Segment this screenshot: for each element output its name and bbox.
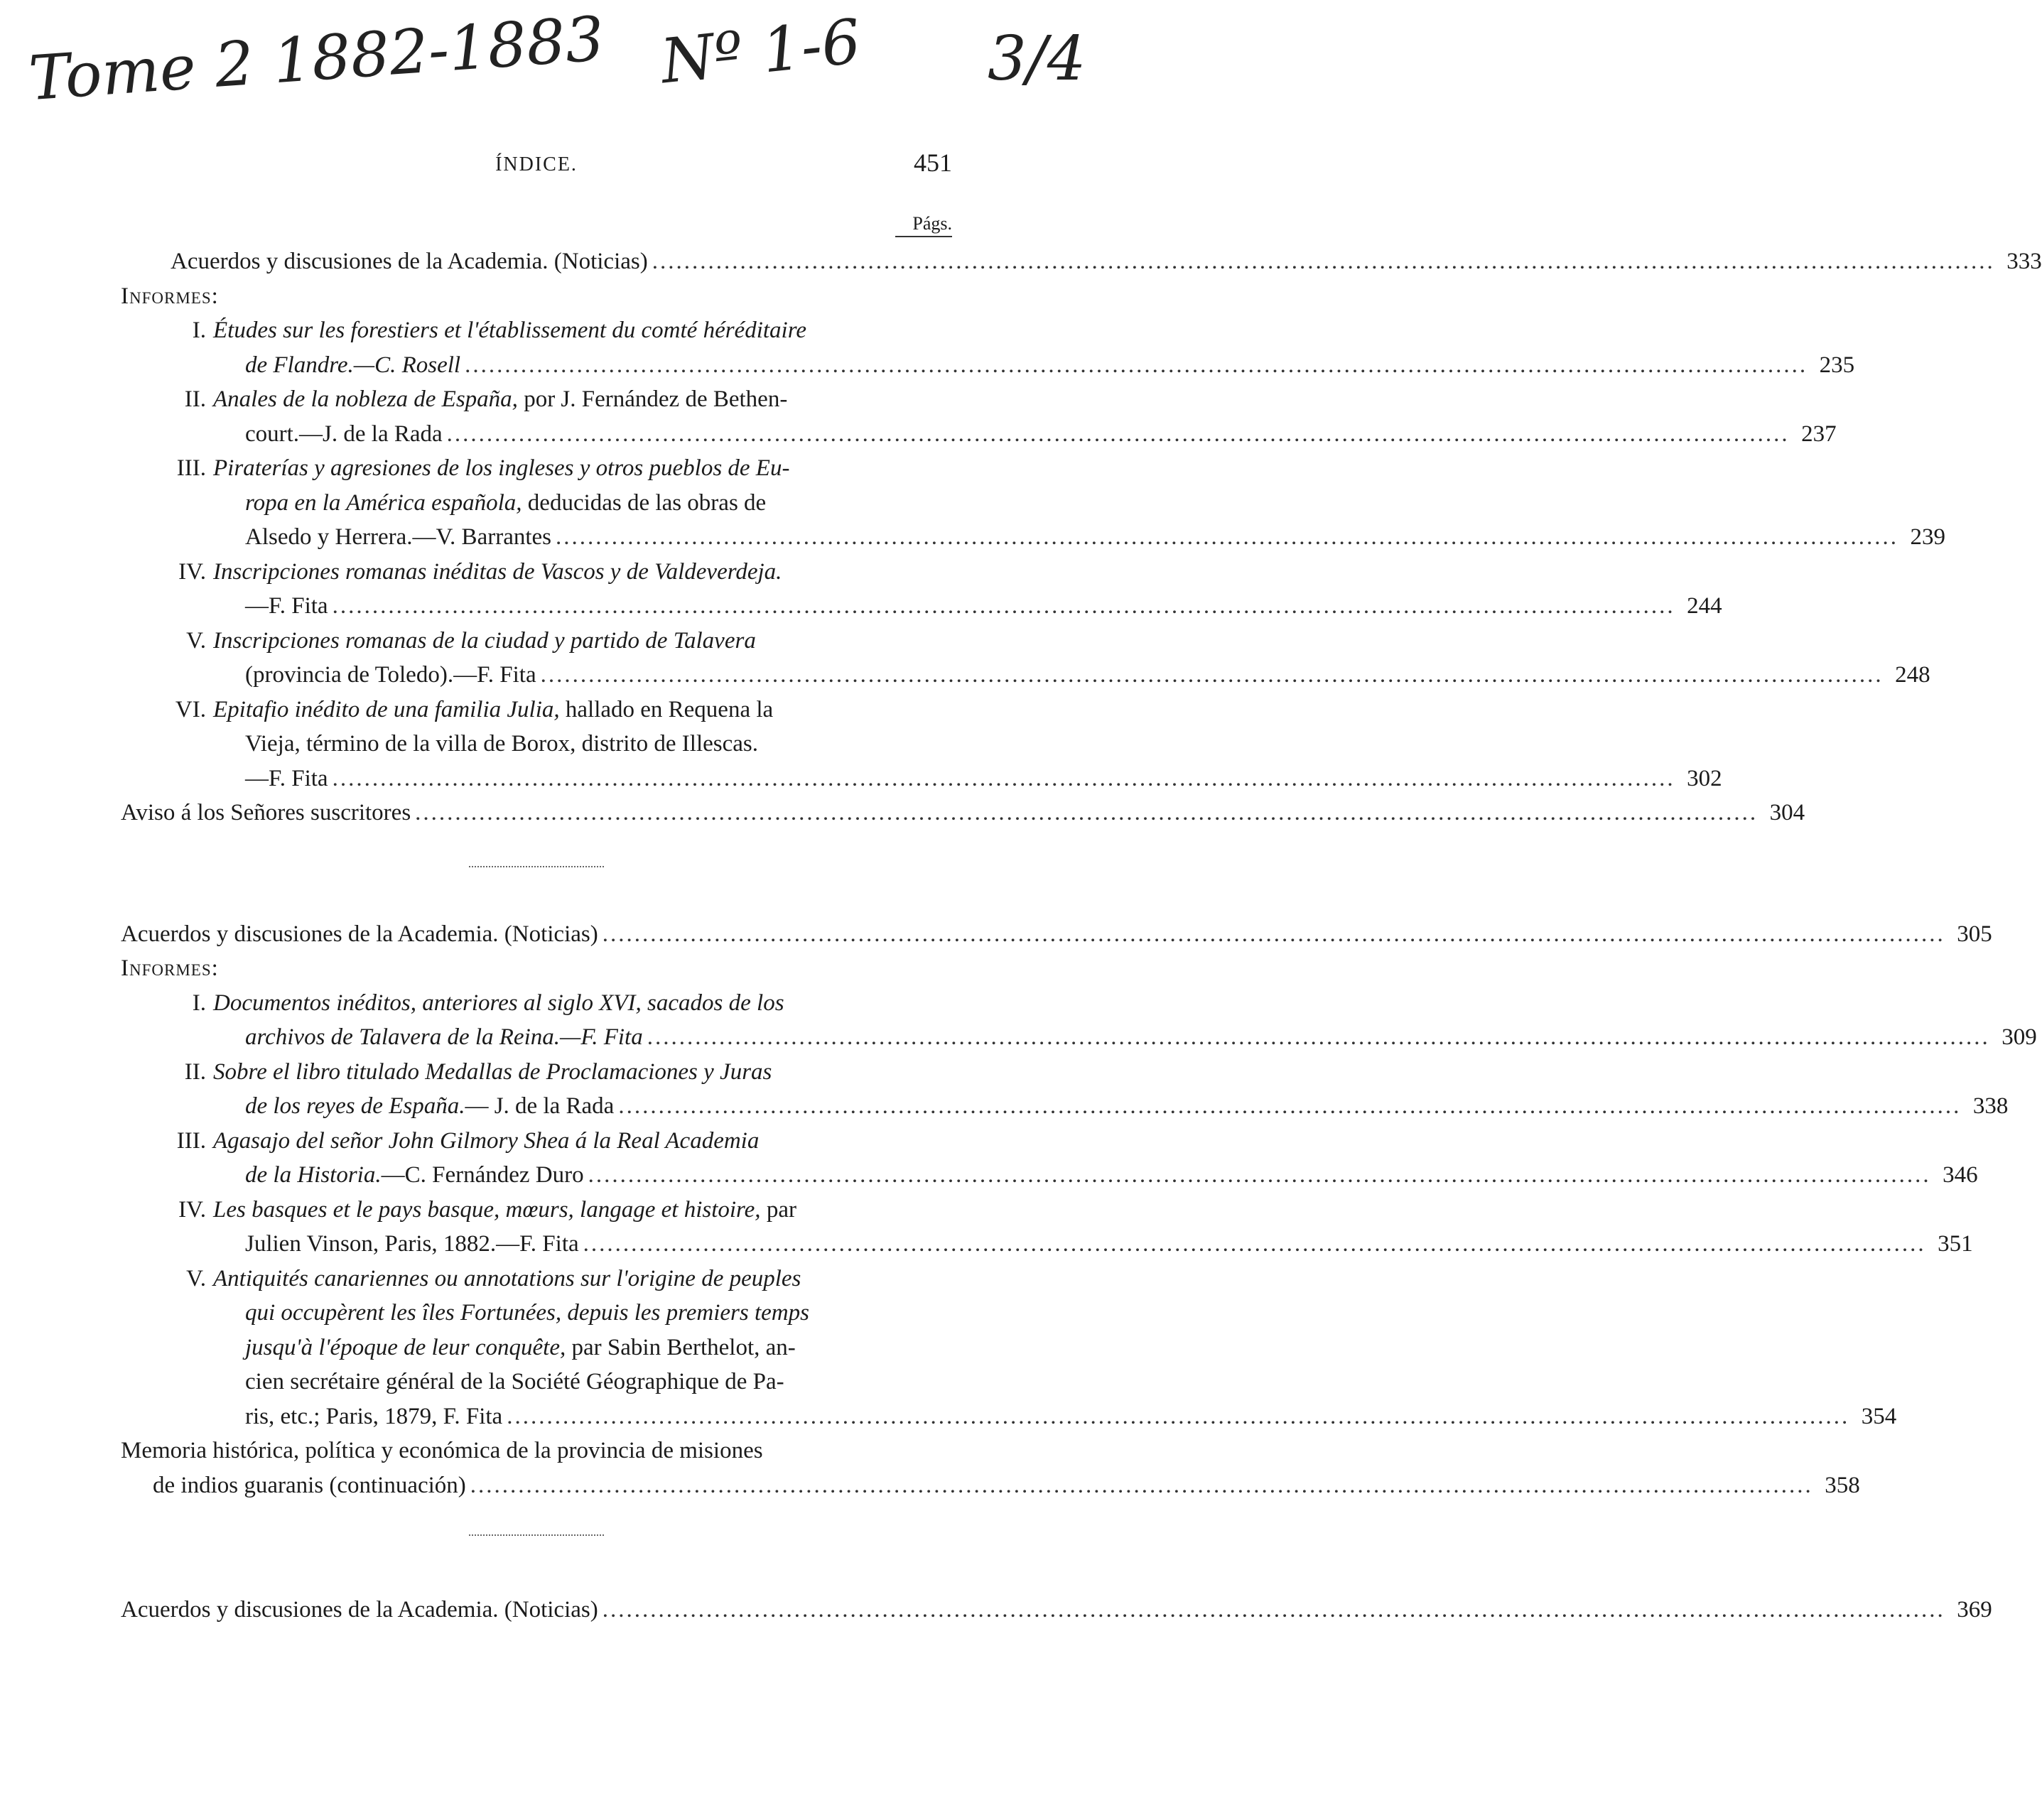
entry-line: qui occupèrent les îles Fortunées, depuis les premiers temps [245, 1300, 809, 1326]
toc-entry [121, 917, 1992, 952]
entry-page: 354 [1861, 1403, 1897, 1429]
toc-entry [121, 1262, 1897, 1434]
leader-dots [652, 244, 1995, 279]
entry-line: archivos de Talavera de la Reina.—F. Fita [245, 1024, 643, 1050]
entry-page: 302 [1687, 765, 1722, 791]
entry-page: 244 [1687, 593, 1722, 619]
entry-line: cien secrétaire général de la Société Géographique de Pa- [245, 1369, 784, 1394]
entry-line: —F. Fita [245, 765, 328, 791]
entry-line: Julien Vinson, Paris, 1882.—F. Fita [245, 1231, 579, 1257]
running-head [121, 142, 952, 185]
section-divider [469, 1534, 604, 1536]
entry-line: Sobre el libro titulado Medallas de Proclamaciones y Juras [213, 1058, 772, 1085]
entry-numeral: I. [192, 990, 206, 1016]
section-3 [121, 1593, 1992, 1627]
entry-page: 237 [1801, 421, 1837, 447]
entry-line: de indios guaranis (continuación) [153, 1472, 466, 1498]
entry-line: Études sur les forestiers et l'établissement du comté héréditaire [213, 318, 806, 343]
entry-line: hallado en Requena la [559, 696, 774, 722]
entry-line: de la Historia. [245, 1162, 382, 1188]
entry-page: 248 [1895, 662, 1930, 688]
entry-page: 305 [1957, 921, 1992, 947]
entry-line: de Flandre.—C. Rosell [245, 352, 461, 378]
entry-line: Anales de la nobleza de España, [213, 386, 518, 412]
toc-entry [121, 1434, 1860, 1502]
entry-numeral: V. [186, 627, 206, 654]
entry-line: Piraterías y agresiones de los ingleses y otros pueblos de Eu- [213, 455, 790, 481]
toc-entry [121, 382, 1837, 451]
entry-numeral: III. [176, 455, 206, 481]
entry-title: Aviso á los Señores suscritores [121, 800, 411, 825]
entry-numeral: II. [184, 386, 206, 412]
entry-line: court.—J. de la Rada [245, 421, 443, 447]
pags-label: Págs. [895, 213, 952, 237]
toc-entry [121, 986, 2037, 1055]
entry-line: Inscripciones romanas inéditas de Vascos y de Valdeverdeja. [213, 558, 782, 585]
section-1 [121, 244, 2042, 830]
entry-line: —F. Fita [245, 593, 328, 619]
handwritten-number-note: Nº 1-6 [657, 6, 864, 98]
entry-line: —C. Fernández Duro [381, 1162, 584, 1188]
toc-entry [121, 1193, 1973, 1262]
entry-page: 239 [1910, 524, 1945, 550]
entry-page: 346 [1943, 1162, 1978, 1188]
entry-numeral: IV. [178, 558, 206, 585]
entry-line: por J. Fernández de Bethen- [517, 386, 788, 412]
section-divider [469, 866, 604, 867]
entry-numeral: I. [192, 318, 206, 343]
entry-numeral: IV. [178, 1196, 206, 1223]
toc-entry [121, 555, 1722, 624]
entry-line: — J. de la Rada [465, 1093, 615, 1119]
toc-entry [121, 1124, 1978, 1193]
entry-title: Acuerdos y discusiones de la Academia. (Noticias) [171, 249, 648, 274]
entry-page: 309 [2002, 1024, 2037, 1050]
entry-line: Epitafio inédito de una familia Julia, [213, 696, 560, 722]
entry-page: 369 [1957, 1597, 1992, 1623]
handwritten-volume-note: Tome 2 1882-1883 [26, 3, 607, 115]
handwritten-fraction-note: 3/4 [988, 23, 1086, 94]
index-page [121, 142, 2042, 1627]
toc-entry [121, 796, 1805, 830]
entry-numeral: VI. [175, 696, 206, 722]
entry-line: Les basques et le pays basque, mœurs, langage et histoire, [213, 1196, 761, 1223]
informes-heading: Informes: [121, 283, 219, 309]
entry-line: deducidas de las obras de [522, 489, 767, 516]
entry-page: 333 [2006, 249, 2042, 274]
entry-line: ropa en la América española, [245, 489, 522, 516]
entry-line: (provincia de Toledo).—F. Fita [245, 662, 536, 688]
informes-heading: Informes: [121, 955, 219, 981]
entry-page: 351 [1938, 1231, 1973, 1257]
entry-page: 304 [1769, 800, 1805, 825]
entry-line: jusqu'à l'époque de leur conquête, [245, 1334, 566, 1360]
entry-page: 338 [1972, 1093, 2009, 1119]
entry-line: Antiquités canariennes ou annotations sur l'origine de peuples [213, 1265, 801, 1291]
entry-line: par Sabin Berthelot, an- [566, 1334, 796, 1360]
entry-line: Alsedo y Herrera.—V. Barrantes [245, 524, 551, 550]
entry-line: Vieja, término de la villa de Borox, distrito de Illescas. [245, 731, 758, 757]
entry-title: Acuerdos y discusiones de la Academia. (Noticias) [121, 1597, 598, 1623]
entry-numeral: III. [176, 1127, 206, 1154]
section-2 [121, 917, 2037, 1503]
page-title: ÍNDICE. [495, 153, 578, 175]
toc-entry [121, 313, 1855, 382]
entry-numeral: II. [184, 1058, 206, 1085]
entry-line: ris, etc.; Paris, 1879, F. Fita [245, 1403, 503, 1429]
entry-line: par [760, 1196, 796, 1223]
entry-line: de los reyes de España. [245, 1093, 465, 1119]
toc-entry [121, 693, 1722, 796]
toc-entry [121, 1055, 2009, 1124]
entry-numeral: V. [186, 1265, 206, 1291]
toc-entry [121, 1593, 1992, 1627]
toc-entry [121, 451, 1945, 555]
entry-line: Documentos inéditos, anteriores al siglo XVI, sacados de los [213, 990, 784, 1016]
toc-entry [121, 244, 2042, 279]
page-number: 451 [914, 148, 952, 177]
entry-line: Memoria histórica, política y económica de la provincia de misiones [121, 1438, 763, 1463]
entry-page: 358 [1825, 1472, 1860, 1498]
entry-line: Agasajo del señor John Gilmory Shea á la Real Academia [213, 1127, 760, 1154]
entry-line: Inscripciones romanas de la ciudad y partido de Talavera [213, 627, 756, 654]
toc-entry [121, 624, 1930, 693]
entry-title: Acuerdos y discusiones de la Academia. (Noticias) [121, 921, 598, 947]
entry-page: 235 [1819, 352, 1855, 378]
